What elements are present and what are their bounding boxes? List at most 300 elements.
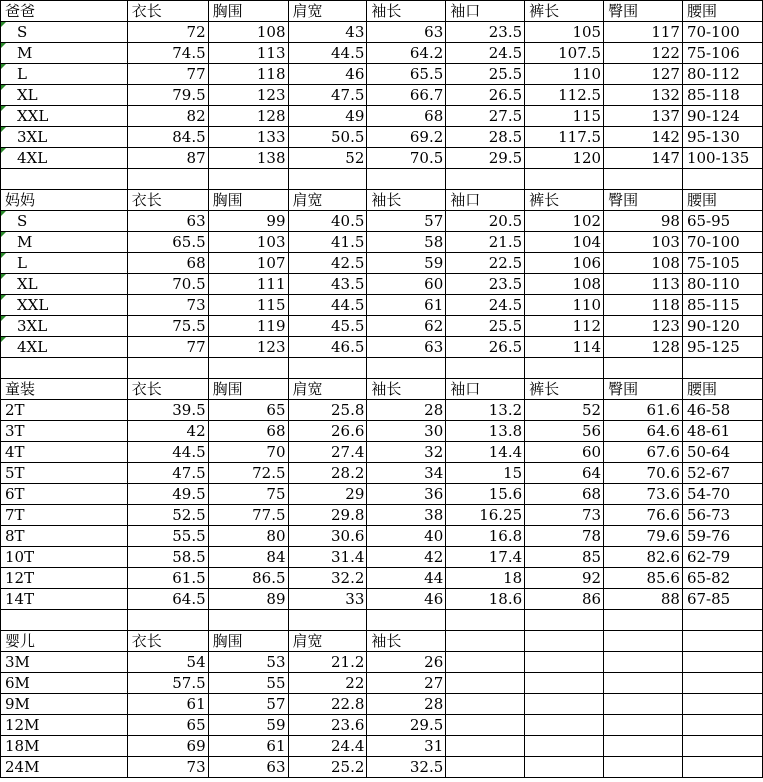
column-header-cell[interactable]: 袖口 (446, 190, 525, 211)
column-header-cell[interactable]: 腰围 (682, 190, 762, 211)
measurement-cell[interactable]: 98 (604, 211, 683, 232)
measurement-cell[interactable]: 85 (525, 547, 604, 568)
size-label-cell[interactable]: XXL (1, 295, 128, 316)
measurement-cell[interactable]: 73.6 (604, 484, 683, 505)
measurement-cell[interactable]: 36 (367, 484, 446, 505)
measurement-cell[interactable]: 59 (367, 253, 446, 274)
measurement-cell[interactable]: 44.5 (127, 442, 208, 463)
measurement-cell[interactable]: 60 (525, 442, 604, 463)
waist-range-cell[interactable]: 95-125 (682, 337, 762, 358)
measurement-cell[interactable]: 24.5 (446, 43, 525, 64)
measurement-cell[interactable]: 16.8 (446, 526, 525, 547)
measurement-cell[interactable]: 128 (208, 106, 288, 127)
waist-range-cell[interactable]: 50-64 (682, 442, 762, 463)
empty-cell[interactable] (127, 358, 208, 379)
measurement-cell[interactable]: 103 (208, 232, 288, 253)
measurement-cell[interactable]: 61.5 (127, 568, 208, 589)
waist-range-cell[interactable]: 65-82 (682, 568, 762, 589)
section-title-cell[interactable]: 童装 (1, 379, 128, 400)
size-label-cell[interactable]: XXL (1, 106, 128, 127)
measurement-cell[interactable]: 26.6 (288, 421, 367, 442)
measurement-cell[interactable]: 128 (604, 337, 683, 358)
measurement-cell[interactable]: 41.5 (288, 232, 367, 253)
waist-range-cell[interactable]: 85-115 (682, 295, 762, 316)
size-label-cell[interactable]: M (1, 232, 128, 253)
waist-range-cell[interactable]: 75-106 (682, 43, 762, 64)
measurement-cell[interactable]: 103 (604, 232, 683, 253)
measurement-cell[interactable]: 49 (288, 106, 367, 127)
size-label-cell[interactable]: L (1, 253, 128, 274)
empty-cell[interactable] (1, 610, 128, 631)
empty-cell[interactable] (127, 169, 208, 190)
empty-cell[interactable] (682, 358, 762, 379)
column-header-cell[interactable]: 裤长 (525, 190, 604, 211)
measurement-cell[interactable]: 57.5 (127, 673, 208, 694)
measurement-cell[interactable]: 132 (604, 85, 683, 106)
measurement-cell[interactable]: 79.6 (604, 526, 683, 547)
measurement-cell[interactable]: 68 (127, 253, 208, 274)
empty-cell[interactable] (682, 631, 762, 652)
measurement-cell[interactable]: 44.5 (288, 295, 367, 316)
measurement-cell[interactable]: 108 (604, 253, 683, 274)
measurement-cell[interactable]: 64 (525, 463, 604, 484)
measurement-cell[interactable]: 107.5 (525, 43, 604, 64)
size-label-cell[interactable]: 18M (1, 736, 128, 757)
measurement-cell[interactable]: 86 (525, 589, 604, 610)
waist-range-cell[interactable]: 46-58 (682, 400, 762, 421)
empty-cell[interactable] (1, 169, 128, 190)
waist-range-cell[interactable]: 52-67 (682, 463, 762, 484)
measurement-cell[interactable]: 25.2 (288, 757, 367, 778)
measurement-cell[interactable]: 21.2 (288, 652, 367, 673)
measurement-cell[interactable]: 108 (525, 274, 604, 295)
measurement-cell[interactable]: 68 (208, 421, 288, 442)
empty-cell[interactable] (682, 715, 762, 736)
measurement-cell[interactable]: 118 (208, 64, 288, 85)
measurement-cell[interactable]: 29.5 (367, 715, 446, 736)
measurement-cell[interactable]: 108 (208, 22, 288, 43)
measurement-cell[interactable]: 54 (127, 652, 208, 673)
measurement-cell[interactable]: 27.5 (446, 106, 525, 127)
empty-cell[interactable] (604, 631, 683, 652)
empty-cell[interactable] (446, 652, 525, 673)
empty-cell[interactable] (525, 736, 604, 757)
measurement-cell[interactable]: 127 (604, 64, 683, 85)
section-title-cell[interactable]: 妈妈 (1, 190, 128, 211)
measurement-cell[interactable]: 74.5 (127, 43, 208, 64)
empty-cell[interactable] (604, 358, 683, 379)
column-header-cell[interactable]: 衣长 (127, 379, 208, 400)
measurement-cell[interactable]: 52 (525, 400, 604, 421)
measurement-cell[interactable]: 62 (367, 316, 446, 337)
measurement-cell[interactable]: 18 (446, 568, 525, 589)
measurement-cell[interactable]: 58.5 (127, 547, 208, 568)
empty-cell[interactable] (208, 610, 288, 631)
measurement-cell[interactable]: 15.6 (446, 484, 525, 505)
empty-cell[interactable] (367, 169, 446, 190)
measurement-cell[interactable]: 113 (208, 43, 288, 64)
size-label-cell[interactable]: 9M (1, 694, 128, 715)
empty-cell[interactable] (446, 694, 525, 715)
empty-cell[interactable] (288, 169, 367, 190)
measurement-cell[interactable]: 47.5 (127, 463, 208, 484)
empty-cell[interactable] (525, 757, 604, 778)
column-header-cell[interactable]: 袖长 (367, 190, 446, 211)
measurement-cell[interactable]: 77 (127, 337, 208, 358)
column-header-cell[interactable]: 腰围 (682, 379, 762, 400)
size-label-cell[interactable]: 3T (1, 421, 128, 442)
column-header-cell[interactable]: 臀围 (604, 1, 683, 22)
measurement-cell[interactable]: 18.6 (446, 589, 525, 610)
measurement-cell[interactable]: 61 (127, 694, 208, 715)
size-label-cell[interactable]: M (1, 43, 128, 64)
measurement-cell[interactable]: 16.25 (446, 505, 525, 526)
waist-range-cell[interactable]: 90-124 (682, 106, 762, 127)
measurement-cell[interactable]: 67.6 (604, 442, 683, 463)
measurement-cell[interactable]: 42 (367, 547, 446, 568)
measurement-cell[interactable]: 65.5 (367, 64, 446, 85)
measurement-cell[interactable]: 24.5 (446, 295, 525, 316)
measurement-cell[interactable]: 122 (604, 43, 683, 64)
measurement-cell[interactable]: 26.5 (446, 85, 525, 106)
size-label-cell[interactable]: XL (1, 85, 128, 106)
empty-cell[interactable] (604, 694, 683, 715)
measurement-cell[interactable]: 123 (604, 316, 683, 337)
measurement-cell[interactable]: 112 (525, 316, 604, 337)
measurement-cell[interactable]: 13.8 (446, 421, 525, 442)
empty-cell[interactable] (525, 610, 604, 631)
measurement-cell[interactable]: 25.8 (288, 400, 367, 421)
measurement-cell[interactable]: 111 (208, 274, 288, 295)
size-label-cell[interactable]: S (1, 22, 128, 43)
empty-cell[interactable] (525, 358, 604, 379)
measurement-cell[interactable]: 58 (367, 232, 446, 253)
size-label-cell[interactable]: 4T (1, 442, 128, 463)
measurement-cell[interactable]: 17.4 (446, 547, 525, 568)
measurement-cell[interactable]: 23.5 (446, 274, 525, 295)
size-label-cell[interactable]: 4XL (1, 148, 128, 169)
column-header-cell[interactable]: 裤长 (525, 379, 604, 400)
measurement-cell[interactable]: 27 (367, 673, 446, 694)
size-label-cell[interactable]: 6T (1, 484, 128, 505)
empty-cell[interactable] (525, 631, 604, 652)
measurement-cell[interactable]: 39.5 (127, 400, 208, 421)
empty-cell[interactable] (682, 736, 762, 757)
measurement-cell[interactable]: 47.5 (288, 85, 367, 106)
measurement-cell[interactable]: 28 (367, 694, 446, 715)
measurement-cell[interactable]: 72 (127, 22, 208, 43)
empty-cell[interactable] (604, 169, 683, 190)
measurement-cell[interactable]: 117.5 (525, 127, 604, 148)
waist-range-cell[interactable]: 62-79 (682, 547, 762, 568)
column-header-cell[interactable]: 肩宽 (288, 631, 367, 652)
waist-range-cell[interactable]: 80-112 (682, 64, 762, 85)
measurement-cell[interactable]: 50.5 (288, 127, 367, 148)
measurement-cell[interactable]: 117 (604, 22, 683, 43)
measurement-cell[interactable]: 86.5 (208, 568, 288, 589)
column-header-cell[interactable]: 肩宽 (288, 1, 367, 22)
column-header-cell[interactable]: 肩宽 (288, 379, 367, 400)
measurement-cell[interactable]: 68 (367, 106, 446, 127)
measurement-cell[interactable]: 75 (208, 484, 288, 505)
empty-cell[interactable] (446, 715, 525, 736)
measurement-cell[interactable]: 72.5 (208, 463, 288, 484)
column-header-cell[interactable]: 裤长 (525, 1, 604, 22)
measurement-cell[interactable]: 79.5 (127, 85, 208, 106)
measurement-cell[interactable]: 33 (288, 589, 367, 610)
measurement-cell[interactable]: 65 (127, 715, 208, 736)
measurement-cell[interactable]: 64.6 (604, 421, 683, 442)
waist-range-cell[interactable]: 100-135 (682, 148, 762, 169)
column-header-cell[interactable]: 袖口 (446, 379, 525, 400)
column-header-cell[interactable]: 腰围 (682, 1, 762, 22)
measurement-cell[interactable]: 23.6 (288, 715, 367, 736)
empty-cell[interactable] (525, 169, 604, 190)
measurement-cell[interactable]: 21.5 (446, 232, 525, 253)
size-label-cell[interactable]: 10T (1, 547, 128, 568)
empty-cell[interactable] (446, 757, 525, 778)
empty-cell[interactable] (682, 673, 762, 694)
measurement-cell[interactable]: 137 (604, 106, 683, 127)
measurement-cell[interactable]: 29.5 (446, 148, 525, 169)
waist-range-cell[interactable]: 95-130 (682, 127, 762, 148)
measurement-cell[interactable]: 73 (127, 295, 208, 316)
measurement-cell[interactable]: 84.5 (127, 127, 208, 148)
measurement-cell[interactable]: 40 (367, 526, 446, 547)
measurement-cell[interactable]: 78 (525, 526, 604, 547)
measurement-cell[interactable]: 13.2 (446, 400, 525, 421)
measurement-cell[interactable]: 57 (208, 694, 288, 715)
waist-range-cell[interactable]: 85-118 (682, 85, 762, 106)
measurement-cell[interactable]: 61 (208, 736, 288, 757)
measurement-cell[interactable]: 65 (208, 400, 288, 421)
measurement-cell[interactable]: 69 (127, 736, 208, 757)
column-header-cell[interactable]: 臀围 (604, 190, 683, 211)
column-header-cell[interactable]: 胸围 (208, 190, 288, 211)
measurement-cell[interactable]: 44 (367, 568, 446, 589)
measurement-cell[interactable]: 49.5 (127, 484, 208, 505)
empty-cell[interactable] (682, 694, 762, 715)
measurement-cell[interactable]: 99 (208, 211, 288, 232)
measurement-cell[interactable]: 75.5 (127, 316, 208, 337)
measurement-cell[interactable]: 23.5 (446, 22, 525, 43)
measurement-cell[interactable]: 68 (525, 484, 604, 505)
measurement-cell[interactable]: 77.5 (208, 505, 288, 526)
measurement-cell[interactable]: 25.5 (446, 64, 525, 85)
measurement-cell[interactable]: 69.2 (367, 127, 446, 148)
waist-range-cell[interactable]: 65-95 (682, 211, 762, 232)
measurement-cell[interactable]: 66.7 (367, 85, 446, 106)
measurement-cell[interactable]: 46 (367, 589, 446, 610)
measurement-cell[interactable]: 25.5 (446, 316, 525, 337)
measurement-cell[interactable]: 104 (525, 232, 604, 253)
empty-cell[interactable] (525, 694, 604, 715)
measurement-cell[interactable]: 70.6 (604, 463, 683, 484)
measurement-cell[interactable]: 63 (208, 757, 288, 778)
measurement-cell[interactable]: 119 (208, 316, 288, 337)
measurement-cell[interactable]: 27.4 (288, 442, 367, 463)
measurement-cell[interactable]: 28 (367, 400, 446, 421)
empty-cell[interactable] (525, 715, 604, 736)
empty-cell[interactable] (446, 610, 525, 631)
empty-cell[interactable] (446, 673, 525, 694)
measurement-cell[interactable]: 73 (127, 757, 208, 778)
measurement-cell[interactable]: 32.2 (288, 568, 367, 589)
measurement-cell[interactable]: 29.8 (288, 505, 367, 526)
measurement-cell[interactable]: 29 (288, 484, 367, 505)
measurement-cell[interactable]: 65.5 (127, 232, 208, 253)
size-label-cell[interactable]: 2T (1, 400, 128, 421)
empty-cell[interactable] (525, 673, 604, 694)
column-header-cell[interactable]: 胸围 (208, 379, 288, 400)
size-label-cell[interactable]: 8T (1, 526, 128, 547)
column-header-cell[interactable]: 衣长 (127, 1, 208, 22)
empty-cell[interactable] (288, 610, 367, 631)
measurement-cell[interactable]: 30 (367, 421, 446, 442)
waist-range-cell[interactable]: 48-61 (682, 421, 762, 442)
empty-cell[interactable] (446, 169, 525, 190)
measurement-cell[interactable]: 44.5 (288, 43, 367, 64)
column-header-cell[interactable]: 胸围 (208, 1, 288, 22)
measurement-cell[interactable]: 87 (127, 148, 208, 169)
measurement-cell[interactable]: 40.5 (288, 211, 367, 232)
empty-cell[interactable] (604, 757, 683, 778)
column-header-cell[interactable]: 袖长 (367, 631, 446, 652)
measurement-cell[interactable]: 80 (208, 526, 288, 547)
empty-cell[interactable] (288, 358, 367, 379)
empty-cell[interactable] (682, 757, 762, 778)
measurement-cell[interactable]: 22.8 (288, 694, 367, 715)
size-label-cell[interactable]: 12M (1, 715, 128, 736)
measurement-cell[interactable]: 22 (288, 673, 367, 694)
empty-cell[interactable] (208, 169, 288, 190)
measurement-cell[interactable]: 28.2 (288, 463, 367, 484)
measurement-cell[interactable]: 102 (525, 211, 604, 232)
measurement-cell[interactable]: 22.5 (446, 253, 525, 274)
measurement-cell[interactable]: 82.6 (604, 547, 683, 568)
waist-range-cell[interactable]: 56-73 (682, 505, 762, 526)
measurement-cell[interactable]: 38 (367, 505, 446, 526)
measurement-cell[interactable]: 61 (367, 295, 446, 316)
measurement-cell[interactable]: 88 (604, 589, 683, 610)
measurement-cell[interactable]: 142 (604, 127, 683, 148)
size-label-cell[interactable]: 3XL (1, 127, 128, 148)
measurement-cell[interactable]: 84 (208, 547, 288, 568)
empty-cell[interactable] (682, 169, 762, 190)
measurement-cell[interactable]: 28.5 (446, 127, 525, 148)
size-label-cell[interactable]: XL (1, 274, 128, 295)
empty-cell[interactable] (446, 631, 525, 652)
measurement-cell[interactable]: 92 (525, 568, 604, 589)
measurement-cell[interactable]: 56 (525, 421, 604, 442)
measurement-cell[interactable]: 34 (367, 463, 446, 484)
column-header-cell[interactable]: 袖长 (367, 1, 446, 22)
size-label-cell[interactable]: S (1, 211, 128, 232)
measurement-cell[interactable]: 14.4 (446, 442, 525, 463)
measurement-cell[interactable]: 115 (208, 295, 288, 316)
measurement-cell[interactable]: 77 (127, 64, 208, 85)
measurement-cell[interactable]: 45.5 (288, 316, 367, 337)
empty-cell[interactable] (682, 610, 762, 631)
measurement-cell[interactable]: 46 (288, 64, 367, 85)
empty-cell[interactable] (1, 358, 128, 379)
column-header-cell[interactable]: 袖口 (446, 1, 525, 22)
measurement-cell[interactable]: 31 (367, 736, 446, 757)
measurement-cell[interactable]: 106 (525, 253, 604, 274)
measurement-cell[interactable]: 112.5 (525, 85, 604, 106)
measurement-cell[interactable]: 46.5 (288, 337, 367, 358)
measurement-cell[interactable]: 43.5 (288, 274, 367, 295)
measurement-cell[interactable]: 113 (604, 274, 683, 295)
measurement-cell[interactable]: 110 (525, 64, 604, 85)
measurement-cell[interactable]: 114 (525, 337, 604, 358)
measurement-cell[interactable]: 63 (127, 211, 208, 232)
waist-range-cell[interactable]: 75-105 (682, 253, 762, 274)
measurement-cell[interactable]: 147 (604, 148, 683, 169)
measurement-cell[interactable]: 52 (288, 148, 367, 169)
column-header-cell[interactable]: 肩宽 (288, 190, 367, 211)
size-label-cell[interactable]: 3M (1, 652, 128, 673)
measurement-cell[interactable]: 73 (525, 505, 604, 526)
column-header-cell[interactable]: 袖长 (367, 379, 446, 400)
column-header-cell[interactable]: 衣长 (127, 190, 208, 211)
measurement-cell[interactable]: 61.6 (604, 400, 683, 421)
size-label-cell[interactable]: 4XL (1, 337, 128, 358)
empty-cell[interactable] (525, 652, 604, 673)
column-header-cell[interactable]: 衣长 (127, 631, 208, 652)
size-label-cell[interactable]: L (1, 64, 128, 85)
measurement-cell[interactable]: 107 (208, 253, 288, 274)
measurement-cell[interactable]: 26.5 (446, 337, 525, 358)
measurement-cell[interactable]: 30.6 (288, 526, 367, 547)
measurement-cell[interactable]: 133 (208, 127, 288, 148)
empty-cell[interactable] (604, 652, 683, 673)
waist-range-cell[interactable]: 59-76 (682, 526, 762, 547)
measurement-cell[interactable]: 20.5 (446, 211, 525, 232)
column-header-cell[interactable]: 胸围 (208, 631, 288, 652)
measurement-cell[interactable]: 63 (367, 337, 446, 358)
measurement-cell[interactable]: 63 (367, 22, 446, 43)
measurement-cell[interactable]: 24.4 (288, 736, 367, 757)
size-label-cell[interactable]: 24M (1, 757, 128, 778)
measurement-cell[interactable]: 57 (367, 211, 446, 232)
measurement-cell[interactable]: 32 (367, 442, 446, 463)
empty-cell[interactable] (127, 610, 208, 631)
measurement-cell[interactable]: 55 (208, 673, 288, 694)
measurement-cell[interactable]: 43 (288, 22, 367, 43)
empty-cell[interactable] (604, 610, 683, 631)
empty-cell[interactable] (208, 358, 288, 379)
empty-cell[interactable] (446, 358, 525, 379)
measurement-cell[interactable]: 105 (525, 22, 604, 43)
empty-cell[interactable] (604, 673, 683, 694)
measurement-cell[interactable]: 85.6 (604, 568, 683, 589)
waist-range-cell[interactable]: 70-100 (682, 232, 762, 253)
empty-cell[interactable] (367, 610, 446, 631)
measurement-cell[interactable]: 42.5 (288, 253, 367, 274)
measurement-cell[interactable]: 70 (208, 442, 288, 463)
empty-cell[interactable] (446, 736, 525, 757)
size-label-cell[interactable]: 5T (1, 463, 128, 484)
measurement-cell[interactable]: 89 (208, 589, 288, 610)
empty-cell[interactable] (367, 358, 446, 379)
measurement-cell[interactable]: 26 (367, 652, 446, 673)
measurement-cell[interactable]: 55.5 (127, 526, 208, 547)
measurement-cell[interactable]: 70.5 (367, 148, 446, 169)
section-title-cell[interactable]: 婴儿 (1, 631, 128, 652)
empty-cell[interactable] (604, 736, 683, 757)
waist-range-cell[interactable]: 54-70 (682, 484, 762, 505)
